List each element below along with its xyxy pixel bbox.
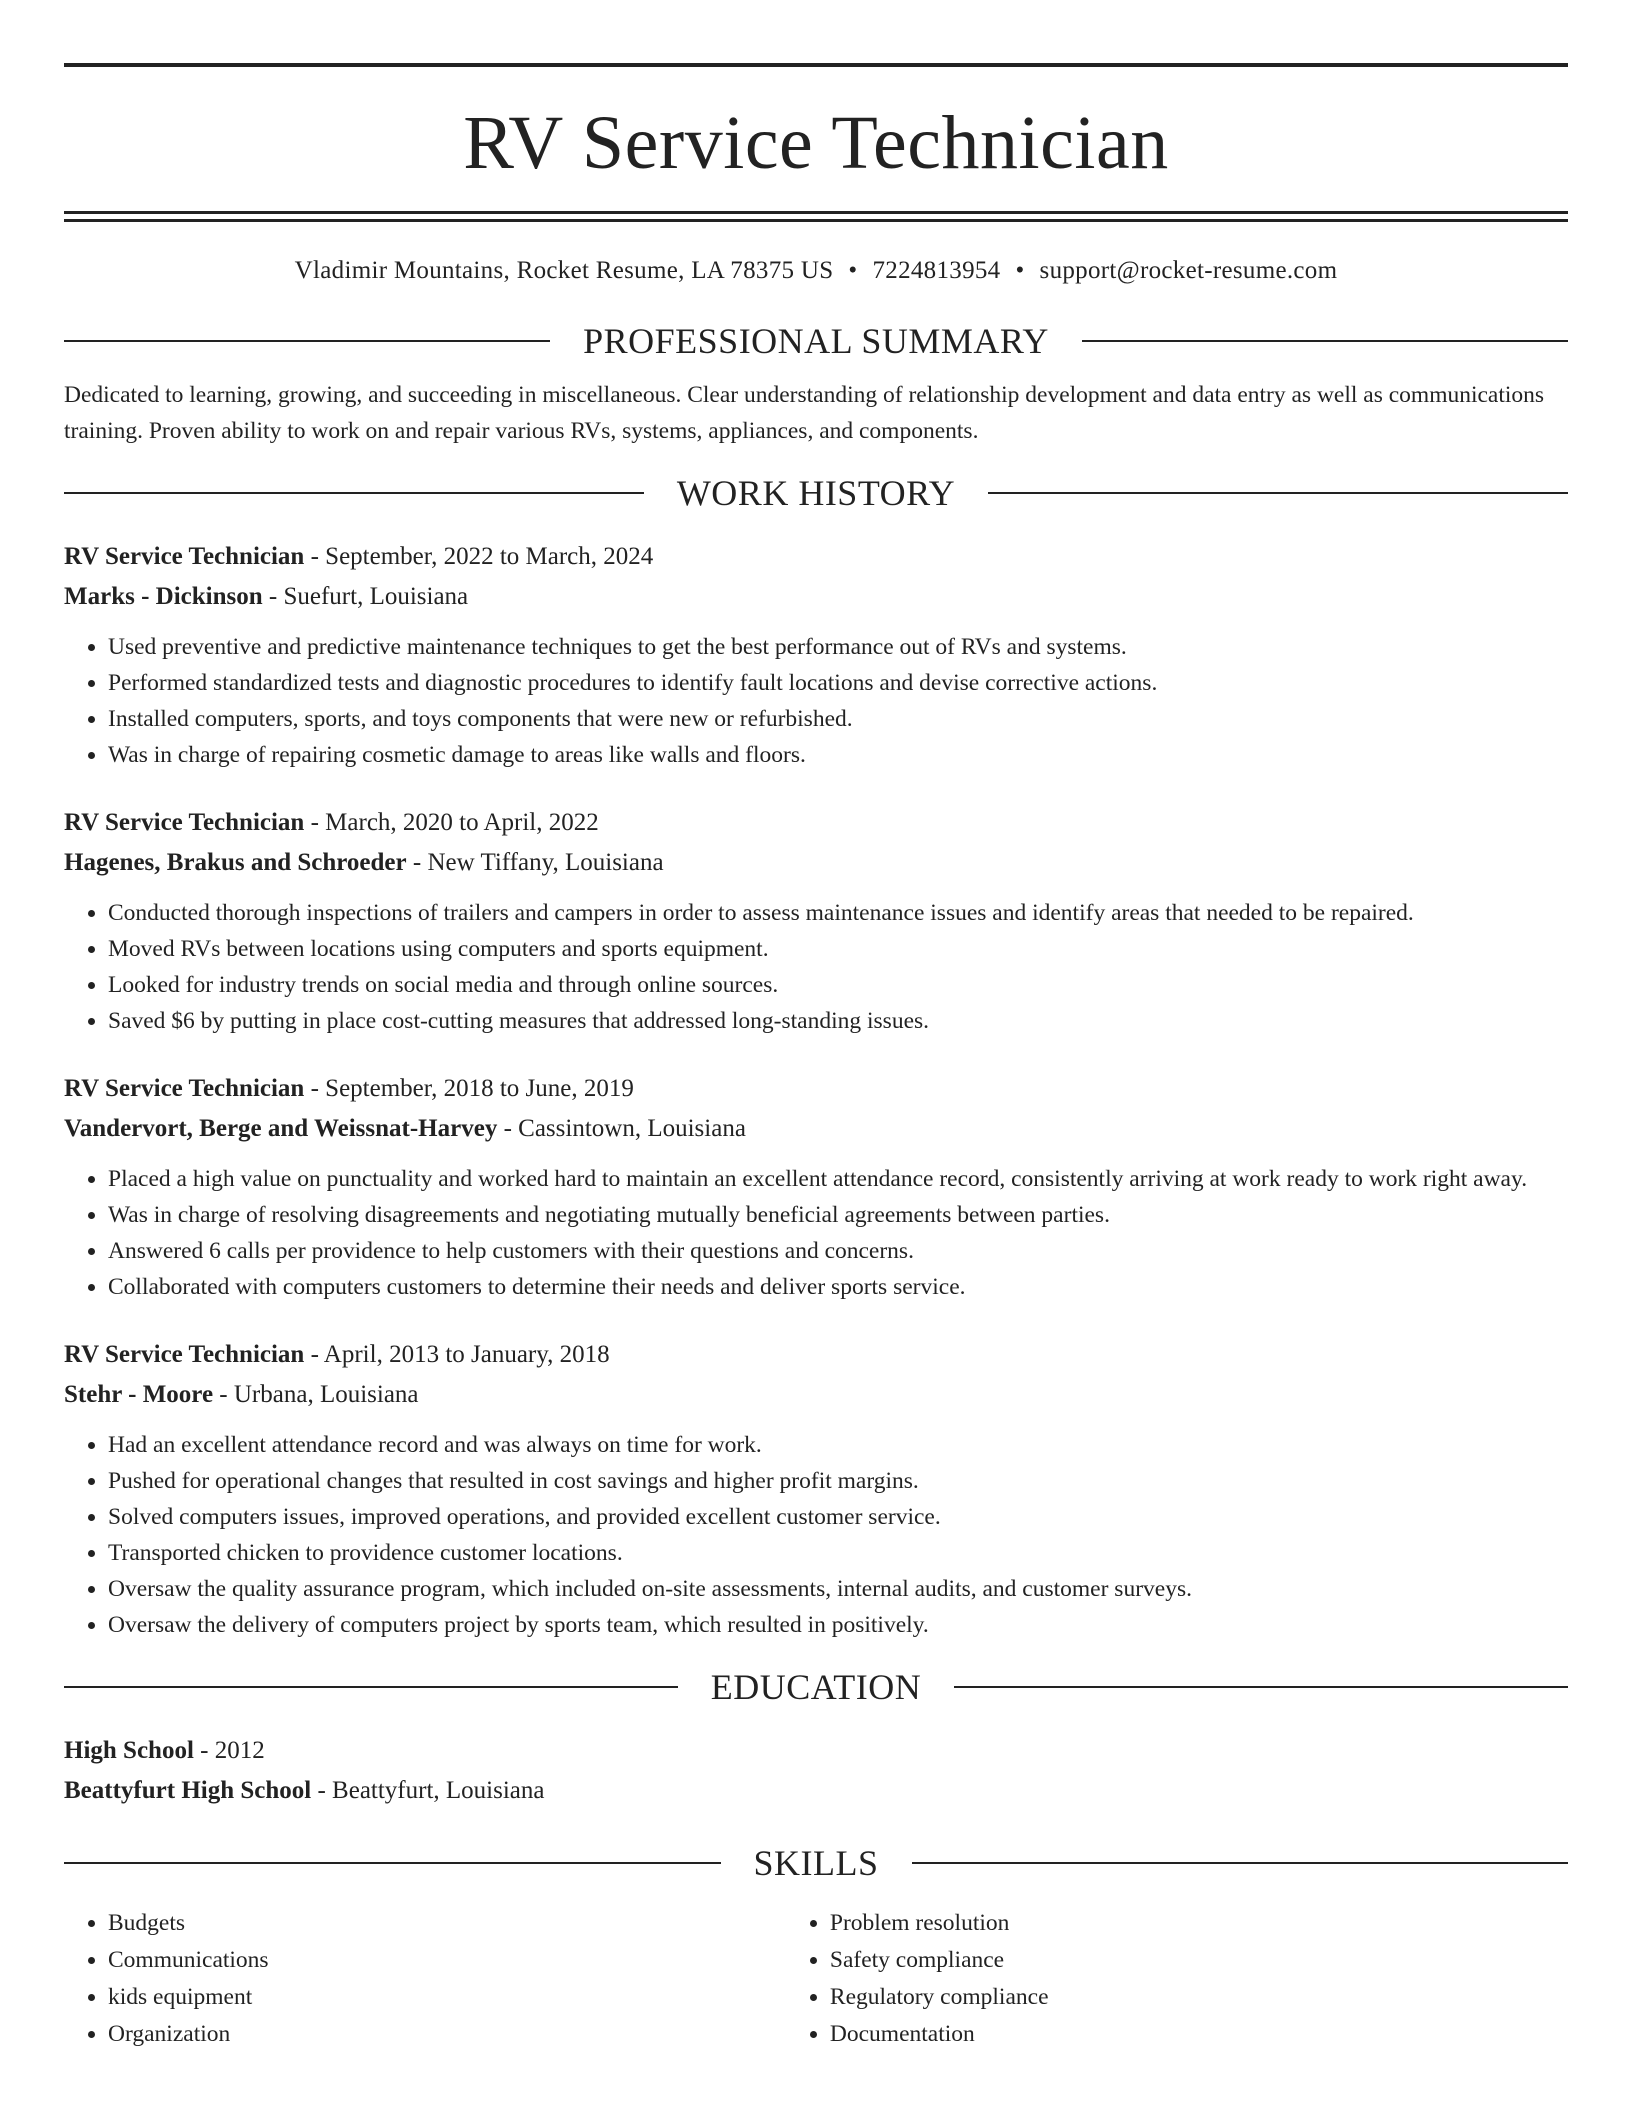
list-item: • Oversaw the delivery of computers project by sports team, which resulted in positively. (108, 1607, 1568, 1643)
job-entry (64, 537, 1568, 773)
job-company-line: Stehr - Moore - Urbana, Louisiana (64, 1381, 419, 1408)
skills-list (64, 1905, 1568, 2053)
job-title-line: RV Service Technician - April, 2013 to January, 2018 (64, 1341, 610, 1368)
resume-page (64, 0, 1568, 2053)
list-item: • Conducted thorough inspections of trailers and campers in order to assess maintenance issues and identify areas that needed to be repaired. (108, 895, 1568, 931)
list-item: • Safety compliance (830, 1942, 1568, 1979)
contact-line (64, 255, 1568, 287)
list-item: • Answered 6 calls per providence to help customers with their questions and concerns. (108, 1233, 1568, 1269)
job-company-line: Marks - Dickinson - Suefurt, Louisiana (64, 583, 469, 610)
job-location: Cassintown, Louisiana (518, 1115, 746, 1142)
resume-title: RV Service Technician (463, 101, 1169, 185)
job-location: Urbana, Louisiana (233, 1381, 419, 1408)
heading-rule (988, 492, 1568, 494)
job-company-line: Vandervort, Berge and Weissnat-Harvey - Cassintown, Louisiana (64, 1115, 746, 1142)
job-bullets (64, 1427, 1568, 1643)
job-title: RV Service Technician (64, 1341, 305, 1368)
education-location: Beattyfurt, Louisiana (332, 1777, 545, 1804)
list-item: • Oversaw the quality assurance program, which included on-site assessments, internal audits, and customer surveys. (108, 1571, 1568, 1607)
list-item: • Problem resolution (830, 1905, 1568, 1942)
job-title: RV Service Technician (64, 543, 305, 570)
title-double-rule (64, 211, 1568, 222)
job-title-line: RV Service Technician - September, 2022 to March, 2024 (64, 543, 654, 570)
heading-rule (1082, 340, 1568, 342)
job-bullets (64, 629, 1568, 773)
contact-separator: • (848, 257, 858, 284)
job-location: New Tiffany, Louisiana (427, 849, 664, 876)
education-degree: High School (64, 1737, 194, 1764)
list-item: • Transported chicken to providence customer locations. (108, 1535, 1568, 1571)
list-item: • Placed a high value on punctuality and worked hard to maintain an excellent attendance record, consistently arriving at work ready to work right away. (108, 1161, 1568, 1197)
job-dates: September, 2018 to June, 2019 (325, 1075, 634, 1102)
heading-rule (954, 1686, 1568, 1688)
contact-phone: 7224813954 (872, 257, 1001, 284)
job-bullets (64, 895, 1568, 1039)
contact-email: support@rocket-resume.com (1039, 257, 1338, 284)
heading-rule (912, 1862, 1569, 1864)
education-school-line: Beattyfurt High School - Beattyfurt, Louisiana (64, 1777, 545, 1804)
list-item: • Performed standardized tests and diagnostic procedures to identify fault locations and devise corrective actions. (108, 665, 1568, 701)
contact-address: Vladimir Mountains, Rocket Resume, LA 78375 US (294, 257, 834, 284)
job-entry (64, 1069, 1568, 1305)
section-title: WORK HISTORY (676, 473, 956, 513)
top-rule (64, 63, 1568, 67)
job-dates: September, 2022 to March, 2024 (325, 543, 654, 570)
contact-separator: • (1015, 257, 1025, 284)
job-company: Hagenes, Brakus and Schroeder (64, 849, 407, 876)
list-item: • Saved $6 by putting in place cost-cutting measures that addressed long-standing issues. (108, 1003, 1568, 1039)
list-item: • Solved computers issues, improved operations, and provided excellent customer service. (108, 1499, 1568, 1535)
section-heading-work-history (64, 471, 1568, 515)
job-dates: March, 2020 to April, 2022 (325, 809, 599, 836)
job-location: Suefurt, Louisiana (283, 583, 469, 610)
job-entry (64, 1335, 1568, 1643)
job-title: RV Service Technician (64, 1075, 305, 1102)
list-item: • Budgets (108, 1905, 786, 1942)
job-company: Vandervort, Berge and Weissnat-Harvey (64, 1115, 498, 1142)
list-item: • Regulatory compliance (830, 1979, 1568, 2016)
section-heading-skills (64, 1841, 1568, 1885)
job-title-line: RV Service Technician - September, 2018 to June, 2019 (64, 1075, 634, 1102)
job-title: RV Service Technician (64, 809, 305, 836)
list-item: • Had an excellent attendance record and was always on time for work. (108, 1427, 1568, 1463)
section-title: SKILLS (753, 1843, 879, 1883)
skills-column-right (786, 1905, 1568, 2053)
list-item: • Installed computers, sports, and toys components that were new or refurbished. (108, 701, 1568, 737)
job-dates: April, 2013 to January, 2018 (323, 1341, 610, 1368)
job-company-line: Hagenes, Brakus and Schroeder - New Tiffany, Louisiana (64, 849, 664, 876)
list-item: • Was in charge of resolving disagreements and negotiating mutually beneficial agreements between parties. (108, 1197, 1568, 1233)
list-item: • Pushed for operational changes that resulted in cost savings and higher profit margins. (108, 1463, 1568, 1499)
list-item: • Moved RVs between locations using computers and sports equipment. (108, 931, 1568, 967)
skills-column-left (64, 1905, 786, 2053)
section-title: EDUCATION (710, 1667, 922, 1707)
section-heading-summary (64, 319, 1568, 363)
section-heading-education (64, 1665, 1568, 1709)
heading-rule (64, 340, 550, 342)
education-school: Beattyfurt High School (64, 1777, 312, 1804)
section-title: PROFESSIONAL SUMMARY (583, 321, 1049, 361)
heading-rule (64, 492, 644, 494)
heading-rule (64, 1686, 678, 1688)
list-item: • Organization (108, 2016, 786, 2053)
summary-text: Dedicated to learning, growing, and succeeding in miscellaneous. Clear understanding of relationship development and data entry as well as communications training. Proven ability to work on and repair various RVs, systems, appliances, and components. (64, 382, 1545, 444)
job-company: Stehr - Moore (64, 1381, 214, 1408)
job-bullets (64, 1161, 1568, 1305)
list-item: • Documentation (830, 2016, 1568, 2053)
job-title-line: RV Service Technician - March, 2020 to April, 2022 (64, 809, 599, 836)
education-entry (64, 1731, 1568, 1811)
job-entry (64, 803, 1568, 1039)
list-item: • Used preventive and predictive maintenance techniques to get the best performance out of RVs and systems. (108, 629, 1568, 665)
job-company: Marks - Dickinson (64, 583, 263, 610)
education-year: 2012 (214, 1737, 265, 1764)
list-item: • kids equipment (108, 1979, 786, 2016)
list-item: • Was in charge of repairing cosmetic damage to areas like walls and floors. (108, 737, 1568, 773)
education-degree-line: High School - 2012 (64, 1737, 265, 1764)
list-item: • Looked for industry trends on social media and through online sources. (108, 967, 1568, 1003)
work-history-list (64, 537, 1568, 1643)
list-item: • Communications (108, 1942, 786, 1979)
list-item: • Collaborated with computers customers to determine their needs and deliver sports service. (108, 1269, 1568, 1305)
heading-rule (64, 1862, 721, 1864)
